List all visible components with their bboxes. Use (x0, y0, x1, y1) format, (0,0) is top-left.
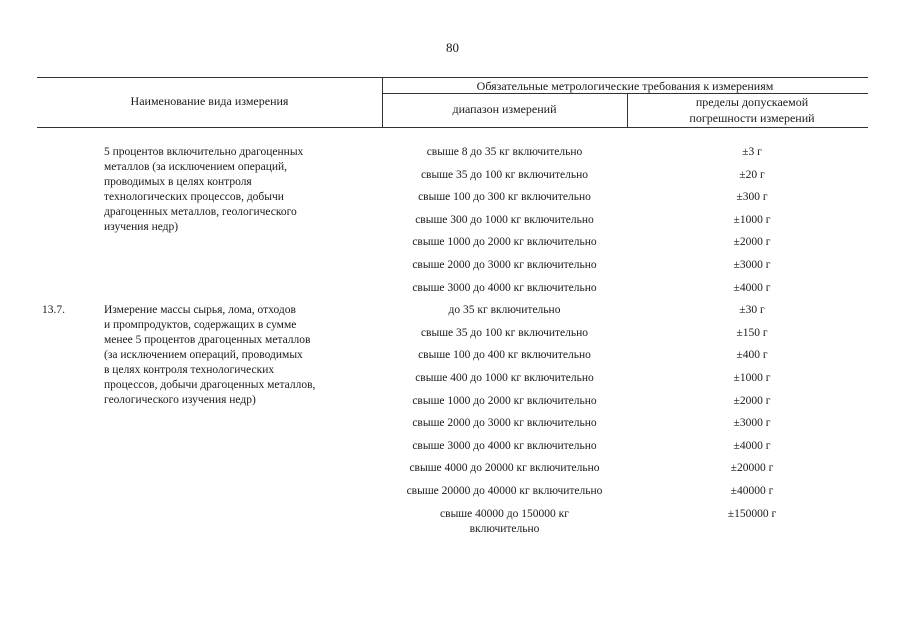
item-number: 13.7. (42, 304, 65, 317)
measurement-name-line: менее 5 процентов драгоценных металлов (104, 334, 311, 347)
range-cell: свыше 100 до 300 кг включительно (418, 191, 591, 204)
range-cell: свыше 400 до 1000 кг включительно (415, 372, 594, 384)
tolerance-cell: ±300 г (736, 191, 768, 204)
tolerance-cell: ±3 г (742, 146, 762, 158)
measurement-name-line: 5 процентов включительно драгоценных (104, 146, 304, 158)
measurement-name-line: изучения недр) (104, 221, 179, 233)
measurement-name-line: проводимых в целях контроля (104, 176, 252, 188)
range-cell: свыше 300 до 1000 кг включительно (415, 213, 594, 226)
range-cell: свыше 40000 до 150000 кг включительно (440, 507, 569, 535)
tolerance-cell: ±150000 г (727, 507, 777, 520)
tolerance-cell: ±3000 г (733, 259, 771, 271)
range-cell: до 35 кг включительно (448, 304, 561, 317)
measurement-name-line: Измерение массы сырья, лома, отходов (104, 304, 296, 317)
measurement-name-line: в целях контроля технологических (104, 364, 275, 377)
measurement-name-line: (за исключением операций, проводимых (104, 349, 303, 362)
header-range: диапазон измерений (452, 102, 557, 116)
range-cell: свыше 20000 до 40000 кг включительно (406, 485, 603, 497)
range-cell: свыше 8 до 35 кг включительно (426, 146, 583, 158)
tolerance-cell: ±1000 г (733, 213, 771, 226)
tolerance-cell: ±150 г (736, 326, 768, 339)
range-cell: свыше 100 до 400 кг включительно (418, 349, 591, 362)
range-cell: свыше 2000 до 3000 кг включительно (412, 417, 597, 430)
header-measurement-name: Наименование вида измерения (130, 94, 289, 108)
tolerance-cell: ±2000 г (733, 394, 771, 407)
tolerance-cell: ±4000 г (733, 439, 771, 452)
header-vertical-divider-2 (627, 93, 628, 127)
tolerance-cell: ±400 г (736, 349, 768, 362)
header-tolerance: пределы допускаемой погрешности измерений (689, 95, 815, 125)
tolerance-cell: ±30 г (739, 304, 765, 317)
range-cell: свыше 1000 до 2000 кг включительно (412, 394, 597, 407)
range-cell: свыше 3000 до 4000 кг включительно (412, 439, 597, 452)
tolerance-cell: ±1000 г (733, 372, 771, 384)
tolerance-cell: ±20 г (739, 168, 765, 181)
tolerance-cell: ±3000 г (733, 417, 771, 430)
range-cell: свыше 35 до 100 кг включительно (420, 168, 589, 181)
range-cell: свыше 2000 до 3000 кг включительно (412, 259, 597, 271)
measurement-name-line: геологического изучения недр) (104, 394, 256, 407)
range-cell: свыше 4000 до 20000 кг включительно (409, 462, 600, 475)
range-cell: свыше 35 до 100 кг включительно (420, 326, 589, 339)
page-number: 80 (446, 40, 459, 55)
table-top-border (37, 77, 868, 78)
range-cell: свыше 3000 до 4000 кг включительно (412, 281, 597, 294)
header-requirements: Обязательные метрологические требования к измерениям (476, 79, 774, 93)
tolerance-cell: ±40000 г (730, 485, 774, 497)
measurement-name-line: технологических процессов, добычи (104, 191, 284, 203)
tolerance-cell: ±20000 г (730, 462, 774, 475)
measurement-name-line: и промпродуктов, содержащих в сумме (104, 319, 297, 332)
range-cell: свыше 1000 до 2000 кг включительно (412, 236, 597, 249)
measurement-name-line: драгоценных металлов, геологического (104, 206, 297, 218)
tolerance-cell: ±2000 г (733, 236, 771, 249)
measurement-name-line: металлов (за исключением операций, (104, 161, 288, 173)
measurement-name-line: процессов, добычи драгоценных металлов, (104, 379, 316, 392)
header-bottom-border (37, 127, 868, 128)
tolerance-cell: ±4000 г (733, 281, 771, 294)
